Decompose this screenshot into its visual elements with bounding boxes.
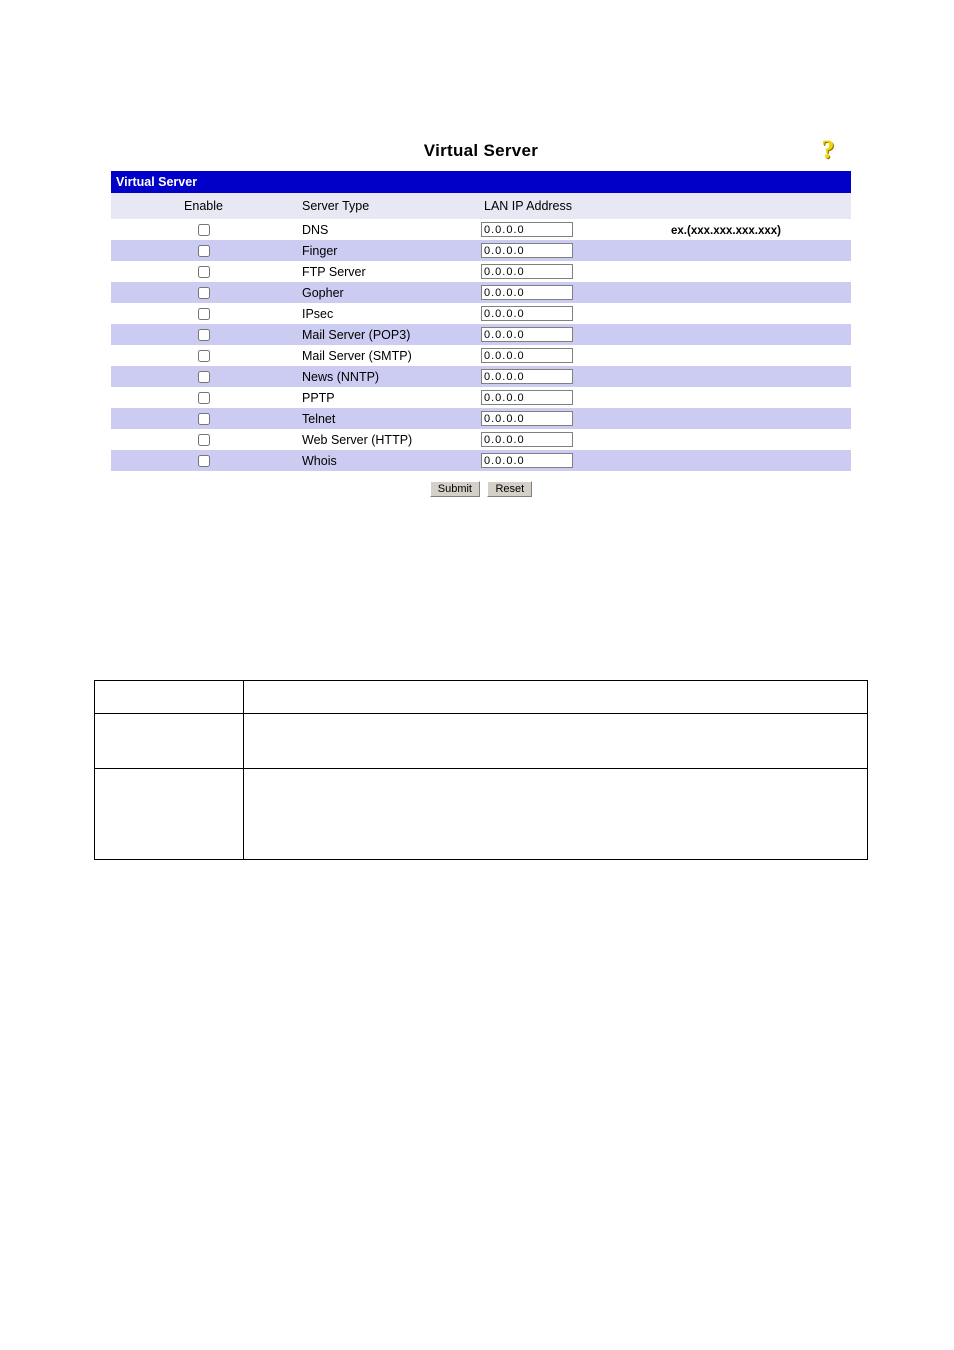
- server-type-label: Gopher: [296, 282, 481, 303]
- ip-format-note: [666, 324, 851, 345]
- enable-cell: [111, 387, 296, 408]
- lan-ip-cell: [481, 303, 666, 324]
- lan-ip-input-whois[interactable]: [481, 453, 573, 468]
- section-header-row: [111, 171, 851, 193]
- server-type-label: Finger: [296, 240, 481, 261]
- lan-ip-cell: [481, 219, 666, 240]
- ip-format-note: [666, 240, 851, 261]
- lan-ip-input-news-nntp[interactable]: [481, 369, 573, 384]
- enable-cell: [111, 219, 296, 240]
- lan-ip-cell: [481, 408, 666, 429]
- table-row: [111, 282, 851, 303]
- server-type-label: FTP Server: [296, 261, 481, 282]
- lan-ip-cell: [481, 429, 666, 450]
- enable-checkbox-dns[interactable]: [198, 224, 210, 236]
- lan-ip-input-finger[interactable]: [481, 243, 573, 258]
- ip-format-note: [666, 429, 851, 450]
- enable-cell: [111, 240, 296, 261]
- lan-ip-cell: [481, 240, 666, 261]
- table-row: [111, 408, 851, 429]
- server-type-label: News (NNTP): [296, 366, 481, 387]
- lan-ip-cell: [481, 387, 666, 408]
- section-header-label: Virtual Server: [111, 171, 851, 193]
- table-row: [111, 450, 851, 471]
- column-header-lan-ip: LAN IP Address: [481, 193, 851, 219]
- description-row: [95, 769, 868, 860]
- enable-cell: [111, 345, 296, 366]
- description-text: [244, 714, 868, 769]
- description-label: [95, 681, 244, 714]
- ip-format-note-text: ex.(xxx.xxx.xxx.xxx): [671, 224, 781, 237]
- ip-format-note: [666, 450, 851, 471]
- lan-ip-input-gopher[interactable]: [481, 285, 573, 300]
- lan-ip-cell: [481, 345, 666, 366]
- lan-ip-input-ipsec[interactable]: [481, 306, 573, 321]
- table-row: [111, 324, 851, 345]
- description-table: [94, 680, 868, 860]
- lan-ip-cell: [481, 282, 666, 303]
- form-buttons-row: [111, 471, 851, 509]
- table-row: [111, 240, 851, 261]
- enable-checkbox-web-server-http[interactable]: [198, 434, 210, 446]
- table-row: [111, 387, 851, 408]
- description-label: [95, 714, 244, 769]
- table-row: [111, 261, 851, 282]
- description-row: [95, 681, 868, 714]
- enable-cell: [111, 324, 296, 345]
- description-row: [95, 714, 868, 769]
- description-label: [95, 769, 244, 860]
- server-type-label: IPsec: [296, 303, 481, 324]
- lan-ip-input-mail-server-smtp[interactable]: [481, 348, 573, 363]
- reset-button[interactable]: Reset: [487, 481, 532, 497]
- ip-format-note: [666, 345, 851, 366]
- server-type-label: Mail Server (POP3): [296, 324, 481, 345]
- table-row: [111, 366, 851, 387]
- server-type-label: Whois: [296, 450, 481, 471]
- enable-checkbox-news-nntp[interactable]: [198, 371, 210, 383]
- server-type-label: Mail Server (SMTP): [296, 345, 481, 366]
- table-row: [111, 345, 851, 366]
- enable-checkbox-ftp-server[interactable]: [198, 266, 210, 278]
- enable-checkbox-ipsec[interactable]: [198, 308, 210, 320]
- server-type-label: DNS: [296, 219, 481, 240]
- lan-ip-input-dns[interactable]: [481, 222, 573, 237]
- form-buttons-cell: [111, 471, 851, 509]
- lan-ip-cell: [481, 450, 666, 471]
- enable-checkbox-mail-server-pop3[interactable]: [198, 329, 210, 341]
- enable-cell: [111, 408, 296, 429]
- ip-format-note: [666, 408, 851, 429]
- enable-cell: [111, 366, 296, 387]
- table-row: [111, 303, 851, 324]
- server-type-label: Telnet: [296, 408, 481, 429]
- lan-ip-cell: [481, 324, 666, 345]
- table-row: [111, 429, 851, 450]
- enable-checkbox-mail-server-smtp[interactable]: [198, 350, 210, 362]
- enable-cell: [111, 261, 296, 282]
- submit-button[interactable]: Submit: [430, 481, 480, 497]
- ip-format-note: [666, 303, 851, 324]
- lan-ip-cell: [481, 366, 666, 387]
- column-header-enable: Enable: [111, 193, 296, 219]
- enable-checkbox-gopher[interactable]: [198, 287, 210, 299]
- enable-checkbox-whois[interactable]: [198, 455, 210, 467]
- panel-title-row: [111, 133, 851, 171]
- description-text: [244, 681, 868, 714]
- enable-cell: [111, 429, 296, 450]
- ip-format-note: [666, 282, 851, 303]
- enable-cell: [111, 282, 296, 303]
- question-mark-help-icon[interactable]: [813, 135, 843, 165]
- ip-format-note: [666, 219, 851, 240]
- virtual-server-panel: [111, 133, 851, 509]
- ip-format-note: [666, 366, 851, 387]
- virtual-server-table: [111, 171, 851, 509]
- enable-checkbox-pptp[interactable]: [198, 392, 210, 404]
- lan-ip-input-web-server-http[interactable]: [481, 432, 573, 447]
- enable-checkbox-telnet[interactable]: [198, 413, 210, 425]
- page-title: Virtual Server: [423, 141, 539, 160]
- column-header-row: [111, 193, 851, 219]
- help-glyph: ?: [821, 135, 835, 164]
- ip-format-note: [666, 387, 851, 408]
- ip-format-note: [666, 261, 851, 282]
- enable-checkbox-finger[interactable]: [198, 245, 210, 257]
- enable-cell: [111, 303, 296, 324]
- lan-ip-input-pptp[interactable]: [481, 390, 573, 405]
- server-type-label: PPTP: [296, 387, 481, 408]
- lan-ip-input-telnet[interactable]: [481, 411, 573, 426]
- lan-ip-input-ftp-server[interactable]: [481, 264, 573, 279]
- server-type-label: Web Server (HTTP): [296, 429, 481, 450]
- enable-cell: [111, 450, 296, 471]
- table-row: [111, 219, 851, 240]
- lan-ip-cell: [481, 261, 666, 282]
- lan-ip-input-mail-server-pop3[interactable]: [481, 327, 573, 342]
- description-text: [244, 769, 868, 860]
- column-header-server-type: Server Type: [296, 193, 481, 219]
